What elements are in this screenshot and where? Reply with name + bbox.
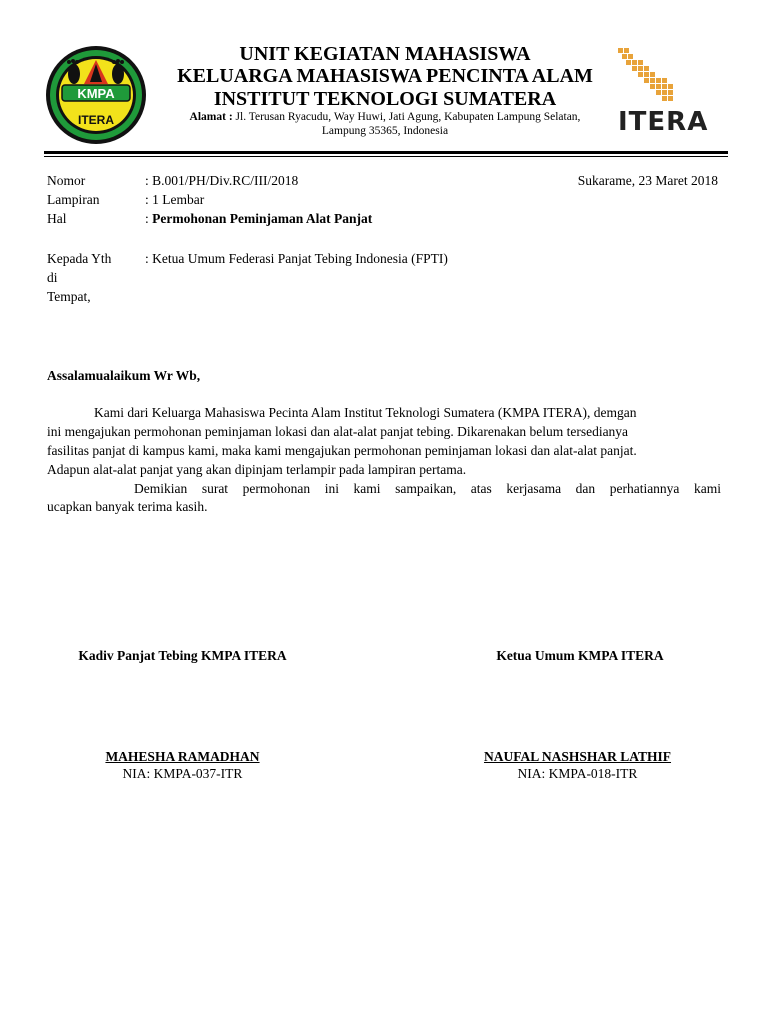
kepada-label: Kepada Yth [47,251,112,266]
hal-colon: : [145,211,153,226]
address-line-2: Lampung 35365, Indonesia [321,124,449,137]
lampiran-label: Lampiran [47,192,100,207]
left-signatory-title: Kadiv Panjat Tebing KMPA ITERA [78,648,287,663]
logo-itera-text: ITERA [78,113,114,127]
right-signatory-title: Ketua Umum KMPA ITERA [496,648,664,663]
itera-logo [612,44,722,136]
letter-date: Sukarame, 23 Maret 2018 [577,173,718,188]
tempat-label: Tempat, [47,289,91,304]
nomor-value: : B.001/PH/Div.RC/III/2018 [145,173,299,188]
para1-line3: fasilitas panjat di kampus kami, maka kami mengajukan permohonan peminjaman lokasi dan alat-alat panjat. [47,443,637,458]
para2-line1: Demikian surat permohonan ini kami sampaikan, atas kerjasama dan perhatiannya kami [134,481,721,496]
hal-label: Hal [47,211,67,226]
right-signatory-nia: NIA: KMPA-018-ITR [517,766,638,781]
header-line-3: INSTITUT TEKNOLOGI SUMATERA [213,88,557,110]
logo-kmpa-text: KMPA [77,86,115,101]
para1-line1: Kami dari Keluarga Mahasiswa Pecinta Alam Institut Teknologi Sumatera (KMPA ITERA), demgan [94,405,637,420]
kepada-value: : Ketua Umum Federasi Panjat Tebing Indonesia (FPTI) [145,251,448,266]
header-line-1: UNIT KEGIATAN MAHASISWA [239,43,531,65]
hal-value: Permohonan Peminjaman Alat Panjat [152,211,373,226]
greeting: Assalamualaikum Wr Wb, [47,368,201,383]
left-signatory-name: MAHESHA RAMADHAN [105,749,260,764]
para1-line4: Adapun alat-alat panjat yang akan dipinjam terlampir pada lampiran pertama. [47,462,467,477]
left-signatory-nia: NIA: KMPA-037-ITR [122,766,243,781]
header-line-2: KELUARGA MAHASISWA PENCINTA ALAM [177,65,593,87]
address-label: Alamat : [189,111,233,123]
lampiran-value: : 1 Lembar [145,192,205,207]
header-rule-thick [44,151,728,154]
para1-line2: ini mengajukan permohonan peminjaman lokasi dan alat-alat panjat tebing. Dikarenakan belum tersedianya [47,424,629,439]
para2-line2: ucapkan banyak terima kasih. [47,499,208,514]
right-signatory-name: NAUFAL NASHSHAR LATHIF [483,749,672,764]
kmpa-logo [44,44,148,146]
hal-value-row [145,209,372,228]
di-label: di [47,270,58,285]
header-address [160,111,610,138]
itera-logo-text: ITERA [618,107,709,136]
address-line-1: Jl. Terusan Ryacudu, Way Huwi, Jati Agung, Kabupaten Lampung Selatan, [235,111,581,123]
header-rule-thin [44,156,728,157]
nomor-label: Nomor [47,173,86,188]
